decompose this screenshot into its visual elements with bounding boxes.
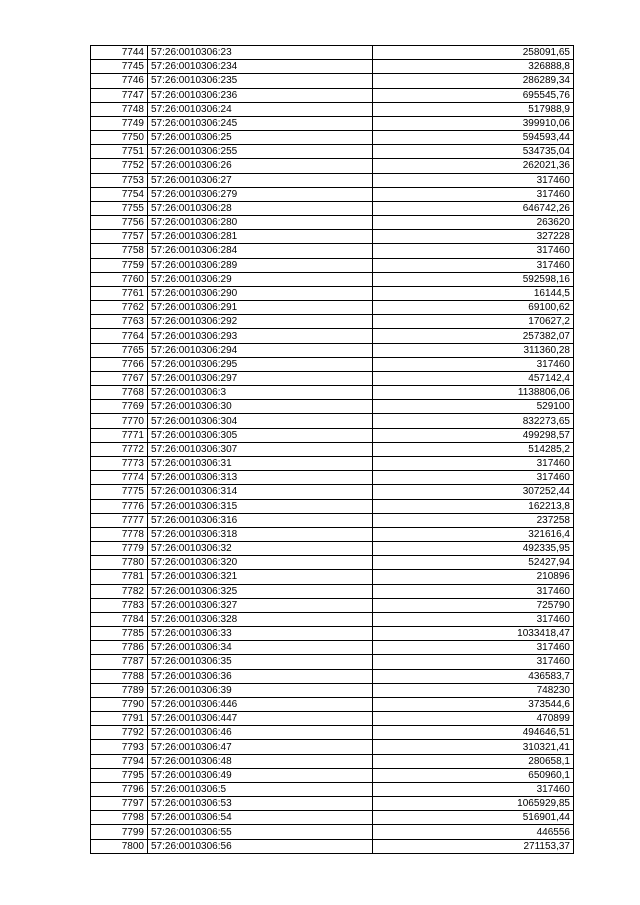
table-row	[91, 329, 574, 343]
row-number-cell: 7773	[91, 456, 148, 470]
row-number-cell: 7758	[91, 244, 148, 258]
cadastral-number-cell: 57:26:0010306:284	[148, 244, 373, 258]
table-row	[91, 371, 574, 385]
table-row	[91, 570, 574, 584]
table-row	[91, 669, 574, 683]
value-cell: 258091,65	[373, 46, 574, 60]
cadastral-number-cell: 57:26:0010306:318	[148, 527, 373, 541]
value-cell: 650960,1	[373, 768, 574, 782]
value-cell: 516901,44	[373, 811, 574, 825]
table-row	[91, 712, 574, 726]
table-row	[91, 797, 574, 811]
value-cell: 317460	[373, 641, 574, 655]
table-row	[91, 272, 574, 286]
cadastral-number-cell: 57:26:0010306:54	[148, 811, 373, 825]
value-cell: 1065929,85	[373, 797, 574, 811]
cadastral-number-cell: 57:26:0010306:325	[148, 584, 373, 598]
table-row	[91, 286, 574, 300]
table-row	[91, 471, 574, 485]
cadastral-number-cell: 57:26:0010306:48	[148, 754, 373, 768]
value-cell: 492335,95	[373, 542, 574, 556]
row-number-cell: 7745	[91, 60, 148, 74]
value-cell: 695545,76	[373, 88, 574, 102]
value-cell: 280658,1	[373, 754, 574, 768]
table-row	[91, 697, 574, 711]
cadastral-number-cell: 57:26:0010306:28	[148, 201, 373, 215]
row-number-cell: 7793	[91, 740, 148, 754]
table-row	[91, 442, 574, 456]
value-cell: 286289,34	[373, 74, 574, 88]
table-row	[91, 825, 574, 839]
table-body	[91, 46, 574, 854]
cadastral-number-cell: 57:26:0010306:30	[148, 400, 373, 414]
table-row	[91, 499, 574, 513]
table-row	[91, 145, 574, 159]
cadastral-number-cell: 57:26:0010306:33	[148, 627, 373, 641]
value-cell: 646742,26	[373, 201, 574, 215]
row-number-cell: 7768	[91, 386, 148, 400]
table-row	[91, 244, 574, 258]
cadastral-number-cell: 57:26:0010306:25	[148, 131, 373, 145]
row-number-cell: 7751	[91, 145, 148, 159]
table-row	[91, 456, 574, 470]
cadastral-number-cell: 57:26:0010306:304	[148, 414, 373, 428]
table-row	[91, 768, 574, 782]
value-cell: 517988,9	[373, 102, 574, 116]
value-cell: 321616,4	[373, 527, 574, 541]
table-row	[91, 627, 574, 641]
table-row	[91, 230, 574, 244]
cadastral-number-cell: 57:26:0010306:49	[148, 768, 373, 782]
row-number-cell: 7778	[91, 527, 148, 541]
row-number-cell: 7788	[91, 669, 148, 683]
value-cell: 457142,4	[373, 371, 574, 385]
cadastral-number-cell: 57:26:0010306:295	[148, 357, 373, 371]
value-cell: 271153,37	[373, 839, 574, 853]
cadastral-number-cell: 57:26:0010306:280	[148, 216, 373, 230]
row-number-cell: 7800	[91, 839, 148, 853]
value-cell: 373544,6	[373, 697, 574, 711]
cadastral-number-cell: 57:26:0010306:447	[148, 712, 373, 726]
value-cell: 317460	[373, 471, 574, 485]
row-number-cell: 7792	[91, 726, 148, 740]
table-row	[91, 201, 574, 215]
row-number-cell: 7748	[91, 102, 148, 116]
table-row	[91, 414, 574, 428]
row-number-cell: 7781	[91, 570, 148, 584]
cadastral-number-cell: 57:26:0010306:291	[148, 301, 373, 315]
cadastral-number-cell: 57:26:0010306:446	[148, 697, 373, 711]
row-number-cell: 7776	[91, 499, 148, 513]
cadastral-number-cell: 57:26:0010306:315	[148, 499, 373, 513]
value-cell: 317460	[373, 456, 574, 470]
table-row	[91, 357, 574, 371]
cadastral-number-cell: 57:26:0010306:321	[148, 570, 373, 584]
value-cell: 317460	[373, 357, 574, 371]
value-cell: 534735,04	[373, 145, 574, 159]
row-number-cell: 7774	[91, 471, 148, 485]
value-cell: 399910,06	[373, 116, 574, 130]
row-number-cell: 7762	[91, 301, 148, 315]
value-cell: 832273,65	[373, 414, 574, 428]
cadastral-number-cell: 57:26:0010306:290	[148, 286, 373, 300]
row-number-cell: 7747	[91, 88, 148, 102]
row-number-cell: 7795	[91, 768, 148, 782]
row-number-cell: 7761	[91, 286, 148, 300]
cadastral-number-cell: 57:26:0010306:36	[148, 669, 373, 683]
table-row	[91, 116, 574, 130]
row-number-cell: 7799	[91, 825, 148, 839]
table-row	[91, 485, 574, 499]
value-cell: 317460	[373, 584, 574, 598]
cadastral-number-cell: 57:26:0010306:31	[148, 456, 373, 470]
value-cell: 748230	[373, 683, 574, 697]
row-number-cell: 7777	[91, 513, 148, 527]
cadastral-number-cell: 57:26:0010306:55	[148, 825, 373, 839]
row-number-cell: 7744	[91, 46, 148, 60]
row-number-cell: 7797	[91, 797, 148, 811]
cadastral-number-cell: 57:26:0010306:236	[148, 88, 373, 102]
table-row	[91, 598, 574, 612]
value-cell: 317460	[373, 258, 574, 272]
value-cell: 1138806,06	[373, 386, 574, 400]
value-cell: 592598,16	[373, 272, 574, 286]
value-cell: 237258	[373, 513, 574, 527]
cadastral-number-cell: 57:26:0010306:297	[148, 371, 373, 385]
cadastral-number-cell: 57:26:0010306:293	[148, 329, 373, 343]
row-number-cell: 7753	[91, 173, 148, 187]
value-cell: 446556	[373, 825, 574, 839]
cadastral-number-cell: 57:26:0010306:29	[148, 272, 373, 286]
table-row	[91, 754, 574, 768]
table-row	[91, 343, 574, 357]
row-number-cell: 7770	[91, 414, 148, 428]
value-cell: 317460	[373, 612, 574, 626]
cadastral-number-cell: 57:26:0010306:235	[148, 74, 373, 88]
value-cell: 436583,7	[373, 669, 574, 683]
table-row	[91, 726, 574, 740]
row-number-cell: 7765	[91, 343, 148, 357]
value-cell: 317460	[373, 187, 574, 201]
value-cell: 1033418,47	[373, 627, 574, 641]
value-cell: 69100,62	[373, 301, 574, 315]
table-row	[91, 173, 574, 187]
row-number-cell: 7752	[91, 159, 148, 173]
table-row	[91, 655, 574, 669]
cadastral-number-cell: 57:26:0010306:281	[148, 230, 373, 244]
row-number-cell: 7787	[91, 655, 148, 669]
value-cell: 263620	[373, 216, 574, 230]
row-number-cell: 7790	[91, 697, 148, 711]
row-number-cell: 7763	[91, 315, 148, 329]
row-number-cell: 7771	[91, 428, 148, 442]
value-cell: 514285,2	[373, 442, 574, 456]
cadastral-number-cell: 57:26:0010306:305	[148, 428, 373, 442]
table-row	[91, 386, 574, 400]
row-number-cell: 7754	[91, 187, 148, 201]
value-cell: 210896	[373, 570, 574, 584]
cadastral-number-cell: 57:26:0010306:56	[148, 839, 373, 853]
table-row	[91, 428, 574, 442]
table-row	[91, 216, 574, 230]
table-row	[91, 88, 574, 102]
value-cell: 529100	[373, 400, 574, 414]
value-cell: 494646,51	[373, 726, 574, 740]
table-row	[91, 131, 574, 145]
value-cell: 499298,57	[373, 428, 574, 442]
value-cell: 310321,41	[373, 740, 574, 754]
cadastral-number-cell: 57:26:0010306:46	[148, 726, 373, 740]
cadastral-number-cell: 57:26:0010306:328	[148, 612, 373, 626]
row-number-cell: 7760	[91, 272, 148, 286]
table-row	[91, 187, 574, 201]
table-row	[91, 74, 574, 88]
table-row	[91, 683, 574, 697]
value-cell: 327228	[373, 230, 574, 244]
value-cell: 311360,28	[373, 343, 574, 357]
row-number-cell: 7775	[91, 485, 148, 499]
value-cell: 317460	[373, 655, 574, 669]
row-number-cell: 7769	[91, 400, 148, 414]
cadastral-number-cell: 57:26:0010306:255	[148, 145, 373, 159]
row-number-cell: 7789	[91, 683, 148, 697]
row-number-cell: 7780	[91, 556, 148, 570]
row-number-cell: 7772	[91, 442, 148, 456]
table-row	[91, 641, 574, 655]
row-number-cell: 7786	[91, 641, 148, 655]
table-row	[91, 513, 574, 527]
cadastral-number-cell: 57:26:0010306:234	[148, 60, 373, 74]
row-number-cell: 7798	[91, 811, 148, 825]
table-row	[91, 315, 574, 329]
table-row	[91, 400, 574, 414]
cadastral-number-cell: 57:26:0010306:307	[148, 442, 373, 456]
table-row	[91, 301, 574, 315]
cadastral-number-cell: 57:26:0010306:245	[148, 116, 373, 130]
cadastral-number-cell: 57:26:0010306:35	[148, 655, 373, 669]
table-row	[91, 60, 574, 74]
cadastral-number-cell: 57:26:0010306:279	[148, 187, 373, 201]
cadastral-number-cell: 57:26:0010306:26	[148, 159, 373, 173]
value-cell: 262021,36	[373, 159, 574, 173]
table-row	[91, 811, 574, 825]
row-number-cell: 7766	[91, 357, 148, 371]
cadastral-number-cell: 57:26:0010306:27	[148, 173, 373, 187]
value-cell: 16144,5	[373, 286, 574, 300]
value-cell: 317460	[373, 244, 574, 258]
row-number-cell: 7783	[91, 598, 148, 612]
cadastral-number-cell: 57:26:0010306:23	[148, 46, 373, 60]
cadastral-number-cell: 57:26:0010306:5	[148, 782, 373, 796]
value-cell: 725790	[373, 598, 574, 612]
table-row	[91, 740, 574, 754]
cadastral-number-cell: 57:26:0010306:32	[148, 542, 373, 556]
table-row	[91, 46, 574, 60]
row-number-cell: 7796	[91, 782, 148, 796]
value-cell: 170627,2	[373, 315, 574, 329]
table-row	[91, 258, 574, 272]
cadastral-number-cell: 57:26:0010306:327	[148, 598, 373, 612]
row-number-cell: 7767	[91, 371, 148, 385]
value-cell: 307252,44	[373, 485, 574, 499]
cadastral-number-cell: 57:26:0010306:3	[148, 386, 373, 400]
cadastral-number-cell: 57:26:0010306:47	[148, 740, 373, 754]
table-row	[91, 584, 574, 598]
row-number-cell: 7784	[91, 612, 148, 626]
cadastral-number-cell: 57:26:0010306:316	[148, 513, 373, 527]
row-number-cell: 7779	[91, 542, 148, 556]
table-row	[91, 782, 574, 796]
value-cell: 317460	[373, 782, 574, 796]
cadastral-number-cell: 57:26:0010306:314	[148, 485, 373, 499]
row-number-cell: 7755	[91, 201, 148, 215]
row-number-cell: 7749	[91, 116, 148, 130]
row-number-cell: 7756	[91, 216, 148, 230]
cadastral-value-table	[90, 45, 574, 854]
row-number-cell: 7746	[91, 74, 148, 88]
row-number-cell: 7759	[91, 258, 148, 272]
table-row	[91, 839, 574, 853]
cadastral-number-cell: 57:26:0010306:34	[148, 641, 373, 655]
table-row	[91, 159, 574, 173]
row-number-cell: 7764	[91, 329, 148, 343]
value-cell: 470899	[373, 712, 574, 726]
value-cell: 594593,44	[373, 131, 574, 145]
table-row	[91, 556, 574, 570]
value-cell: 257382,07	[373, 329, 574, 343]
cadastral-number-cell: 57:26:0010306:320	[148, 556, 373, 570]
value-cell: 162213,8	[373, 499, 574, 513]
cadastral-number-cell: 57:26:0010306:292	[148, 315, 373, 329]
row-number-cell: 7750	[91, 131, 148, 145]
value-cell: 52427,94	[373, 556, 574, 570]
cadastral-number-cell: 57:26:0010306:313	[148, 471, 373, 485]
row-number-cell: 7785	[91, 627, 148, 641]
row-number-cell: 7782	[91, 584, 148, 598]
cadastral-number-cell: 57:26:0010306:294	[148, 343, 373, 357]
value-cell: 326888,8	[373, 60, 574, 74]
table-row	[91, 612, 574, 626]
row-number-cell: 7791	[91, 712, 148, 726]
value-cell: 317460	[373, 173, 574, 187]
row-number-cell: 7794	[91, 754, 148, 768]
table-row	[91, 102, 574, 116]
cadastral-number-cell: 57:26:0010306:289	[148, 258, 373, 272]
table-row	[91, 542, 574, 556]
cadastral-number-cell: 57:26:0010306:24	[148, 102, 373, 116]
cadastral-number-cell: 57:26:0010306:53	[148, 797, 373, 811]
row-number-cell: 7757	[91, 230, 148, 244]
cadastral-number-cell: 57:26:0010306:39	[148, 683, 373, 697]
table-row	[91, 527, 574, 541]
